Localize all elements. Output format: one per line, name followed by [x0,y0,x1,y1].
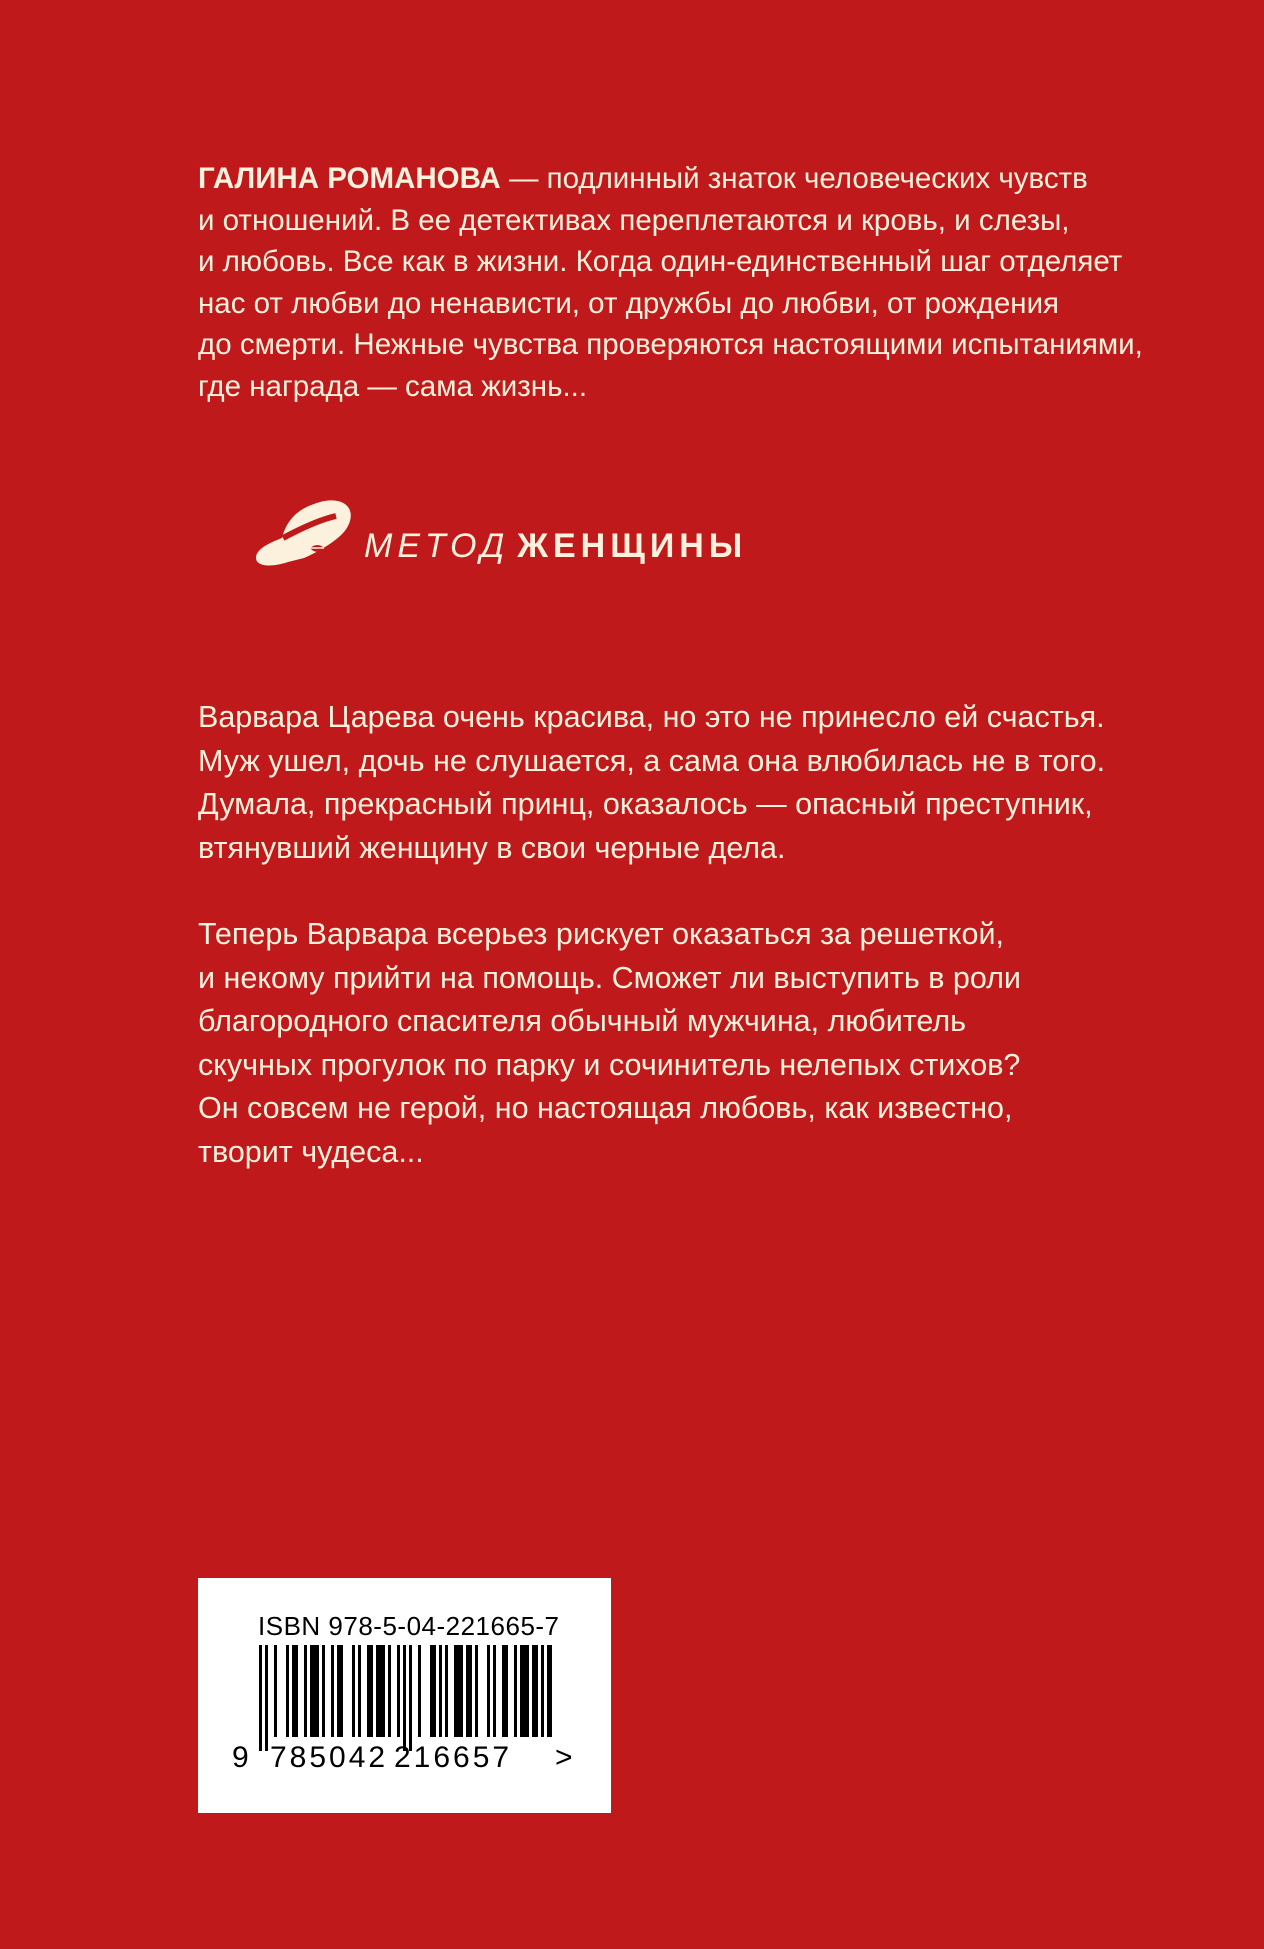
barcode-bar [541,1645,544,1737]
barcode-bar [388,1645,391,1737]
barcode-digits-right: 216657 [394,1741,513,1774]
series-logo [252,498,748,598]
barcode-bar [403,1645,406,1751]
annotation-line: Он совсем не герой, но настоящая любовь, как известно, [198,1091,1013,1125]
barcode-bar [352,1645,355,1737]
barcode-bar [331,1645,334,1737]
series-title [364,527,747,566]
series-title-light: МЕТОД [364,527,510,565]
barcode-digits-left: 785042 [270,1741,389,1774]
barcode-bar [265,1645,268,1751]
annotation-line: Варвара Царева очень красива, но это не принесло ей счастья. [198,700,1105,734]
annotation-line: скучных прогулок по парку и сочинитель нелепых стихов? [198,1047,1021,1082]
author-bio-line: и отношений. В ее детективах переплетаются и кровь, и слезы, [198,203,1070,237]
author-bio-text: — подлинный знаток человеческих чувств [500,162,1088,195]
author-bio-line: и любовь. Все как в жизни. Когда один-единственный шаг отделяет [198,245,1123,278]
barcode-bar [430,1645,436,1737]
annotation-line: Думала, прекрасный принц, оказалось — опасный преступник, [198,787,1093,821]
barcode-bar [274,1645,277,1737]
barcode-bar [376,1645,385,1737]
annotation-line: Теперь Варвара всерьез рискует оказаться за решеткой, [198,917,1004,951]
barcode-bar [337,1645,343,1737]
barcode-bar [310,1645,319,1737]
author-bio-line-1 [198,158,1158,200]
barcode-bar [358,1645,361,1737]
annotation-line: творит чудеса... [198,1134,424,1169]
barcode-box [198,1578,611,1813]
barcode-bar [292,1645,298,1737]
barcode-bar [493,1645,496,1737]
author-name: ГАЛИНА РОМАНОВА [198,162,501,195]
barcode-bar [454,1645,463,1737]
barcode-bar [445,1645,448,1737]
author-bio-line: до смерти. Нежные чувства проверяются настоящими испытаниями, [198,328,1143,361]
barcode-digit-lead: 9 [232,1741,249,1774]
barcode-bar [514,1645,517,1737]
author-bio-line: где награда — сама жизнь... [198,369,588,403]
barcode-bar [286,1645,289,1737]
barcode-bar [304,1645,307,1737]
annotation-line: втянувший женщину в свои черные дела. [198,830,786,865]
series-title-bold: ЖЕНЩИНЫ [517,527,748,565]
annotation-paragraph-2 [198,913,1158,1174]
barcode-bar [259,1645,262,1751]
hat-with-lips-icon [252,498,362,590]
barcode-quiet-marker: > [555,1741,573,1774]
barcode-bar [397,1645,400,1737]
annotation-line: Муж ушел, дочь не слушается, а сама она влюбилась не в того. [198,743,1106,778]
barcode-bars [257,1645,552,1751]
barcode-bar [409,1645,412,1751]
barcode-bar [520,1645,529,1737]
barcode-bar [475,1645,478,1737]
barcode-bar [502,1645,508,1737]
barcode-bar [466,1645,472,1737]
author-bio-line: нас от любви до ненависти, от дружбы до любви, от рождения [198,286,1060,320]
barcode-bar [418,1645,421,1737]
author-bio [198,158,1158,407]
annotation-line: благородного спасителя обычный мужчина, любитель [198,1004,967,1038]
barcode-bar [487,1645,490,1737]
barcode-bar [532,1645,538,1737]
annotation-line: и некому прийти на помощь. Сможет ли выступить в роли [198,960,1021,995]
barcode-bar [547,1645,552,1737]
annotation-paragraph-1 [198,696,1158,870]
barcode-bar [439,1645,442,1737]
barcode-bar [367,1645,373,1737]
isbn-label: ISBN 978-5-04-221665-7 [258,1611,560,1641]
barcode-bar [322,1645,325,1737]
